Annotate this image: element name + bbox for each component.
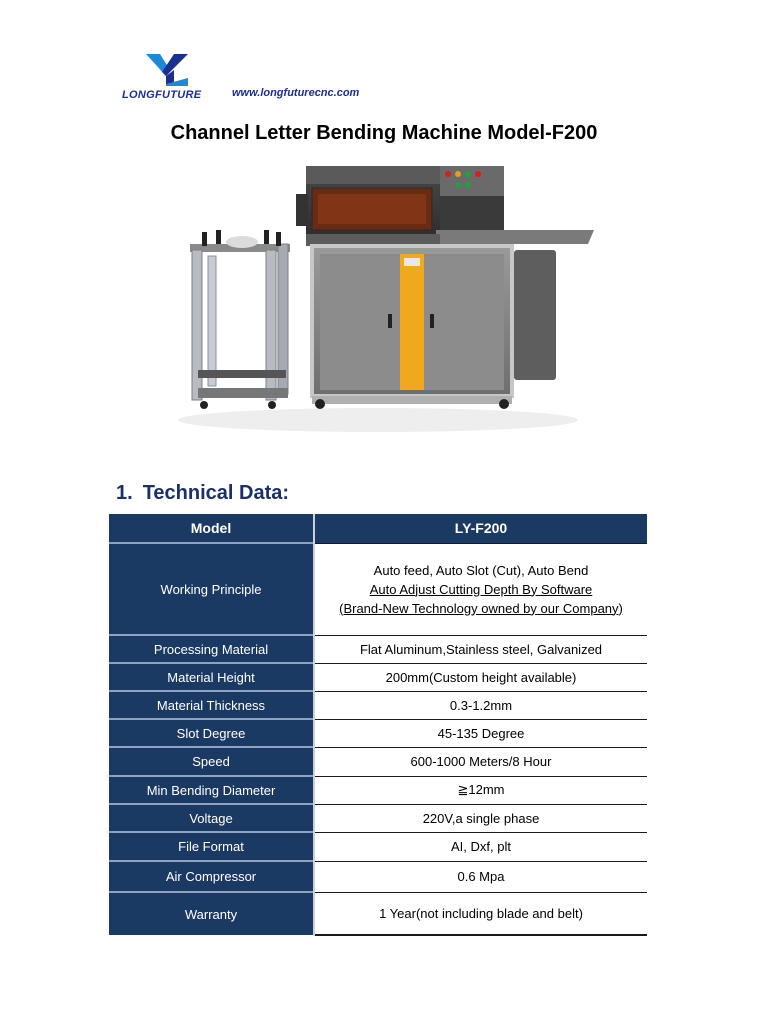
table-row xyxy=(109,747,647,776)
row-value: 0.6 Mpa xyxy=(314,861,647,892)
logo-wordmark: LONGFUTURE xyxy=(122,89,202,101)
header-model-label: Model xyxy=(109,514,314,543)
machine-cabinet xyxy=(312,246,556,409)
table-row xyxy=(109,719,647,747)
machine-head xyxy=(296,166,594,246)
row-value: 45-135 Degree xyxy=(314,719,647,747)
section-number: 1. xyxy=(116,482,133,504)
row-label: Speed xyxy=(109,747,314,776)
row-label: Voltage xyxy=(109,804,314,832)
table-row xyxy=(109,861,647,892)
header-model-value: LY-F200 xyxy=(314,514,647,543)
row-value: 220V,a single phase xyxy=(314,804,647,832)
row-label: File Format xyxy=(109,832,314,861)
material-rack xyxy=(190,230,290,409)
principle-line-1: Auto feed, Auto Slot (Cut), Auto Bend xyxy=(373,562,589,578)
technical-data-table xyxy=(109,514,647,936)
row-value: 1 Year(not including blade and belt) xyxy=(314,892,647,935)
page-title: Channel Letter Bending Machine Model-F200 xyxy=(170,122,598,144)
row-value: 200mm(Custom height available) xyxy=(314,663,647,691)
table-row xyxy=(109,635,647,663)
row-label: Warranty xyxy=(109,892,314,935)
product-image xyxy=(168,158,600,458)
website-link[interactable]: www.longfuturecnc.com xyxy=(232,87,360,99)
table-row-working-principle xyxy=(109,543,647,635)
row-value: ≧12mm xyxy=(314,776,647,804)
section-title: Technical Data: xyxy=(142,482,290,504)
longfuture-logo-icon xyxy=(144,52,190,88)
section-heading xyxy=(116,482,289,505)
row-label: Material Thickness xyxy=(109,691,314,719)
row-label: Working Principle xyxy=(109,543,314,635)
row-label: Processing Material xyxy=(109,635,314,663)
row-label: Air Compressor xyxy=(109,861,314,892)
principle-line-2: Auto Adjust Cutting Depth By Software xyxy=(369,581,593,597)
row-label: Slot Degree xyxy=(109,719,314,747)
row-value: 600-1000 Meters/8 Hour xyxy=(314,747,647,776)
table-row xyxy=(109,691,647,719)
table-row xyxy=(109,663,647,691)
table-row xyxy=(109,776,647,804)
row-value: Flat Aluminum,Stainless steel, Galvanized xyxy=(314,635,647,663)
row-value: AI, Dxf, plt xyxy=(314,832,647,861)
table-row xyxy=(109,832,647,861)
row-value xyxy=(314,543,647,635)
table-row xyxy=(109,804,647,832)
row-label: Min Bending Diameter xyxy=(109,776,314,804)
principle-line-3: (Brand-New Technology owned by our Company) xyxy=(339,600,623,616)
row-value: 0.3-1.2mm xyxy=(314,691,647,719)
company-logo xyxy=(118,50,418,102)
row-label: Material Height xyxy=(109,663,314,691)
table-header-row xyxy=(109,514,647,543)
table-row xyxy=(109,892,647,935)
